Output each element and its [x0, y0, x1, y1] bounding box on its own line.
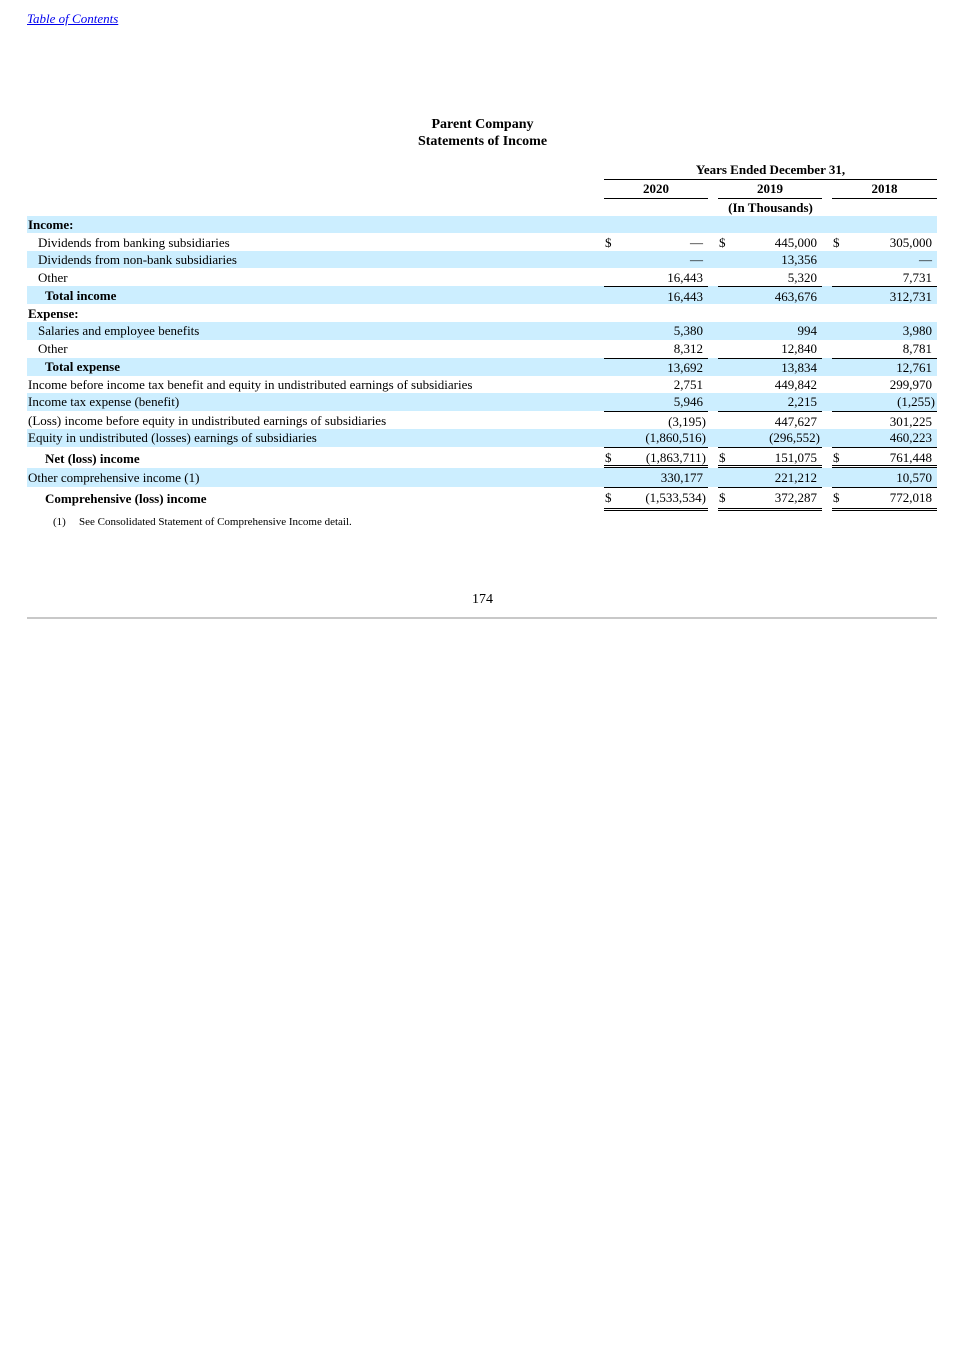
cell-2019: 13,356	[781, 252, 817, 267]
row-label: Other comprehensive income (1)	[28, 470, 200, 485]
cell-2020: 2,751	[673, 377, 703, 392]
cell-2020: —	[690, 235, 703, 250]
row-label: Total income	[45, 288, 117, 303]
table-row	[27, 487, 937, 511]
cell-2019: 221,212	[774, 470, 817, 485]
currency-symbol: $	[719, 235, 726, 250]
cell-2018: 10,570	[896, 470, 932, 485]
cell-2019: 13,834	[781, 360, 817, 375]
cell-2020: —	[690, 252, 703, 267]
cell-2018: 7,731	[902, 270, 932, 285]
cell-2020: (1,860,516)	[645, 430, 706, 445]
cell-2019: 994	[797, 323, 817, 338]
year-header-2018: 2018	[832, 181, 937, 199]
cell-2019: 2,215	[787, 394, 817, 409]
table-row	[27, 340, 937, 358]
cell-2018: 761,448	[889, 450, 932, 465]
cell-2020: (3,195)	[668, 414, 706, 429]
cell-2020: 13,692	[667, 360, 703, 375]
table-row	[27, 468, 937, 487]
currency-symbol: $	[833, 235, 840, 250]
year-header-2020: 2020	[604, 181, 708, 199]
footnote	[53, 516, 352, 528]
cell-2020: 330,177	[660, 470, 703, 485]
currency-symbol: $	[719, 490, 726, 505]
cell-2019: 12,840	[781, 341, 817, 356]
cell-2019: 372,287	[774, 490, 817, 505]
footnote-text: See Consolidated Statement of Comprehensive Income detail.	[79, 516, 352, 528]
currency-symbol: $	[605, 450, 612, 465]
table-row	[27, 358, 937, 376]
statement-title-company: Parent Company	[431, 117, 534, 132]
period-header: Years Ended December 31,	[604, 162, 937, 180]
cell-2020: (1,863,711)	[645, 450, 706, 465]
cell-2018: 12,761	[896, 360, 932, 375]
section-label-expense: Expense:	[28, 306, 79, 321]
cell-2018: 299,970	[889, 377, 932, 392]
table-row	[27, 216, 937, 233]
table-row	[27, 447, 937, 468]
cell-2019: 463,676	[774, 289, 817, 304]
cell-2019: (296,552)	[769, 430, 820, 445]
cell-2018: 312,731	[889, 289, 932, 304]
cell-2019: 449,842	[774, 377, 817, 392]
section-label-income: Income:	[28, 217, 74, 232]
cell-2019: 151,075	[774, 450, 817, 465]
year-header-2019: 2019	[718, 181, 822, 199]
cell-2019: 5,320	[787, 270, 817, 285]
table-row	[27, 304, 937, 322]
table-row	[27, 268, 937, 286]
table-row	[27, 429, 937, 447]
currency-symbol: $	[605, 490, 612, 505]
row-label: Comprehensive (loss) income	[45, 491, 207, 506]
cell-2018: 301,225	[889, 414, 932, 429]
currency-symbol: $	[719, 450, 726, 465]
currency-symbol: $	[833, 450, 840, 465]
cell-2018: 460,223	[889, 430, 932, 445]
cell-2018: 8,781	[902, 341, 932, 356]
table-of-contents-link[interactable]: Table of Contents	[27, 11, 119, 26]
cell-2020: (1,533,534)	[645, 490, 706, 505]
row-label: Total expense	[45, 359, 120, 374]
cell-2020: 8,312	[673, 341, 703, 356]
cell-2019: 447,627	[774, 414, 817, 429]
page-number: 174	[472, 592, 493, 607]
cell-2020: 16,443	[667, 270, 703, 285]
table-row	[27, 251, 937, 268]
row-label: Income tax expense (benefit)	[28, 394, 180, 409]
row-label: Other	[38, 270, 68, 285]
cell-2020: 5,380	[673, 323, 703, 338]
table-row	[27, 322, 937, 340]
cell-2018: 772,018	[889, 490, 932, 505]
cell-2020: 5,946	[673, 394, 703, 409]
row-label: Equity in undistributed (losses) earnings of subsidiaries	[28, 430, 317, 445]
row-label: Income before income tax benefit and equity in undistributed earnings of subsidiaries	[28, 377, 473, 392]
statement-title: Statements of Income	[417, 134, 548, 149]
footnote-number: (1)	[53, 516, 66, 528]
currency-symbol: $	[833, 490, 840, 505]
cell-2019: 445,000	[774, 235, 817, 250]
row-label: Salaries and employee benefits	[38, 323, 200, 338]
row-label: Net (loss) income	[45, 451, 140, 466]
table-row	[27, 411, 937, 429]
cell-2018: (1,255)	[897, 394, 935, 409]
currency-symbol: $	[605, 235, 612, 250]
table-row	[27, 286, 937, 304]
row-label: Dividends from banking subsidiaries	[38, 235, 230, 250]
cell-2020: 16,443	[667, 289, 703, 304]
row-label: Dividends from non-bank subsidiaries	[38, 252, 237, 267]
cell-2018: 305,000	[889, 235, 932, 250]
cell-2018: —	[919, 252, 932, 267]
row-label: Other	[38, 341, 68, 356]
table-row	[27, 393, 937, 411]
cell-2018: 3,980	[902, 323, 932, 338]
row-label: (Loss) income before equity in undistributed earnings of subsidiaries	[28, 413, 387, 428]
page-divider	[27, 617, 937, 619]
table-row	[27, 233, 937, 251]
units-header: (In Thousands)	[728, 200, 813, 215]
table-row	[27, 376, 937, 393]
